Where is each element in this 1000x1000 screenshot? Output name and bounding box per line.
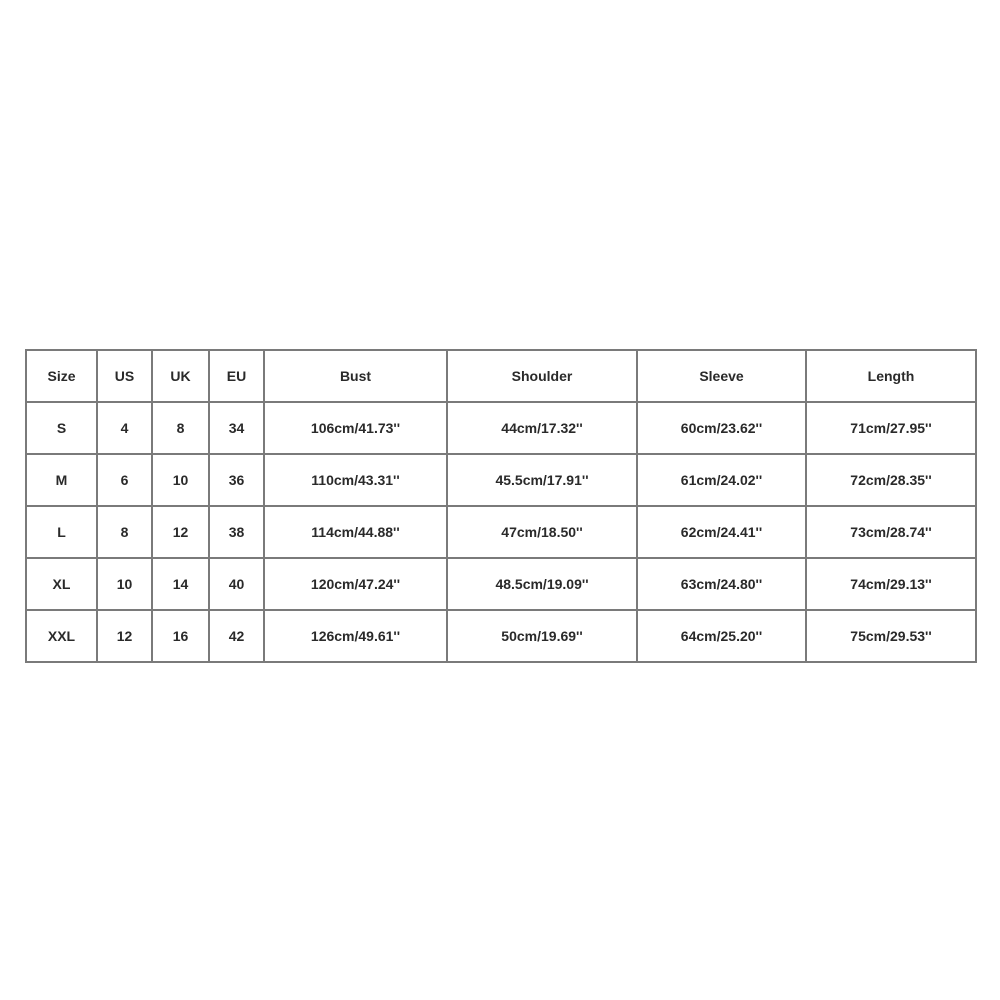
header-sleeve: Sleeve [637, 350, 806, 402]
cell-length: 75cm/29.53'' [806, 610, 976, 662]
cell-us: 8 [97, 506, 152, 558]
cell-length: 74cm/29.13'' [806, 558, 976, 610]
cell-us: 4 [97, 402, 152, 454]
size-chart-table [25, 349, 977, 663]
cell-shoulder: 50cm/19.69'' [447, 610, 637, 662]
cell-sleeve: 60cm/23.62'' [637, 402, 806, 454]
table-row [26, 506, 976, 558]
table-row [26, 610, 976, 662]
cell-shoulder: 47cm/18.50'' [447, 506, 637, 558]
cell-us: 12 [97, 610, 152, 662]
table-header-row [26, 350, 976, 402]
cell-bust: 126cm/49.61'' [264, 610, 447, 662]
header-us: US [97, 350, 152, 402]
cell-sleeve: 62cm/24.41'' [637, 506, 806, 558]
cell-us: 10 [97, 558, 152, 610]
cell-length: 72cm/28.35'' [806, 454, 976, 506]
cell-length: 71cm/27.95'' [806, 402, 976, 454]
header-eu: EU [209, 350, 264, 402]
table-row [26, 402, 976, 454]
cell-size: XXL [26, 610, 97, 662]
header-size: Size [26, 350, 97, 402]
cell-us: 6 [97, 454, 152, 506]
cell-shoulder: 45.5cm/17.91'' [447, 454, 637, 506]
table-row [26, 454, 976, 506]
cell-uk: 10 [152, 454, 209, 506]
cell-sleeve: 61cm/24.02'' [637, 454, 806, 506]
cell-bust: 110cm/43.31'' [264, 454, 447, 506]
header-bust: Bust [264, 350, 447, 402]
cell-eu: 36 [209, 454, 264, 506]
cell-eu: 34 [209, 402, 264, 454]
header-uk: UK [152, 350, 209, 402]
cell-size: S [26, 402, 97, 454]
cell-eu: 40 [209, 558, 264, 610]
header-shoulder: Shoulder [447, 350, 637, 402]
cell-uk: 16 [152, 610, 209, 662]
cell-shoulder: 44cm/17.32'' [447, 402, 637, 454]
cell-bust: 120cm/47.24'' [264, 558, 447, 610]
cell-length: 73cm/28.74'' [806, 506, 976, 558]
cell-shoulder: 48.5cm/19.09'' [447, 558, 637, 610]
cell-bust: 114cm/44.88'' [264, 506, 447, 558]
cell-sleeve: 63cm/24.80'' [637, 558, 806, 610]
cell-uk: 14 [152, 558, 209, 610]
cell-eu: 38 [209, 506, 264, 558]
cell-uk: 8 [152, 402, 209, 454]
cell-size: XL [26, 558, 97, 610]
table-row [26, 558, 976, 610]
cell-size: M [26, 454, 97, 506]
cell-bust: 106cm/41.73'' [264, 402, 447, 454]
cell-uk: 12 [152, 506, 209, 558]
cell-sleeve: 64cm/25.20'' [637, 610, 806, 662]
header-length: Length [806, 350, 976, 402]
cell-eu: 42 [209, 610, 264, 662]
cell-size: L [26, 506, 97, 558]
